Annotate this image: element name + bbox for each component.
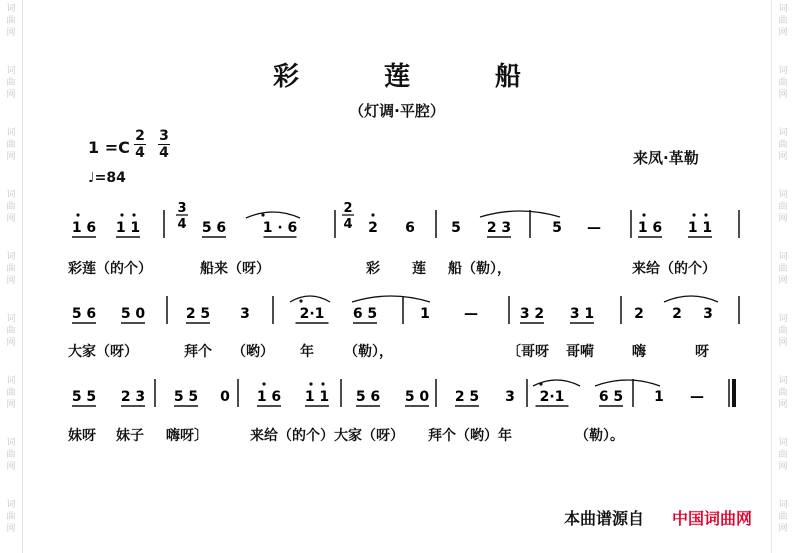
note-group: — bbox=[464, 306, 478, 322]
note-group: 5 5 bbox=[71, 389, 97, 405]
note-group: — bbox=[690, 389, 704, 405]
note-group: 6 5 bbox=[352, 306, 378, 322]
slur-arc bbox=[595, 380, 660, 386]
note-group: 5 6 bbox=[355, 389, 381, 405]
lyric: 大家（呀） bbox=[68, 344, 138, 360]
watermark-char: 网 bbox=[6, 338, 16, 348]
watermark-char: 词 bbox=[6, 66, 16, 76]
watermark-char: 词 bbox=[778, 252, 788, 262]
watermark-char: 网 bbox=[778, 276, 788, 286]
watermark-char: 曲 bbox=[778, 388, 788, 398]
watermark-char: 词 bbox=[6, 314, 16, 324]
octave-dot bbox=[309, 382, 312, 385]
site-brand-link[interactable]: 中国词曲网 bbox=[672, 509, 753, 528]
watermark-char: 曲 bbox=[6, 264, 16, 274]
note-group: 1 1 bbox=[304, 389, 330, 405]
watermark-char: 曲 bbox=[778, 450, 788, 460]
watermark-char: 曲 bbox=[778, 140, 788, 150]
note-group: 3 bbox=[505, 389, 515, 405]
watermark-char: 网 bbox=[6, 462, 16, 472]
lyric: 船（勒）， bbox=[448, 261, 511, 277]
octave-dot bbox=[262, 382, 265, 385]
note-group: 2 bbox=[672, 306, 682, 322]
watermark-char: 网 bbox=[778, 152, 788, 162]
time-signature-numerator: 3 bbox=[177, 201, 187, 216]
watermark-char: 网 bbox=[778, 338, 788, 348]
watermark-char: 词 bbox=[778, 128, 788, 138]
watermark-char: 词 bbox=[6, 438, 16, 448]
octave-dot bbox=[261, 213, 264, 216]
watermark-char: 曲 bbox=[778, 512, 788, 522]
watermark-char: 网 bbox=[778, 400, 788, 410]
lyric: 来给（的个） bbox=[632, 261, 716, 277]
song-title: 彩 莲 船 bbox=[272, 62, 560, 92]
lyric: （勒）， bbox=[344, 344, 393, 360]
lyric: 船来（呀） bbox=[200, 261, 270, 277]
note-group: 5 5 bbox=[173, 389, 199, 405]
watermark-char: 网 bbox=[6, 90, 16, 100]
note-group: 5 6 bbox=[71, 306, 97, 322]
note-group: 2 bbox=[634, 306, 644, 322]
watermark-char: 词 bbox=[778, 314, 788, 324]
song-subtitle: （灯调·平腔） bbox=[349, 102, 445, 120]
watermark-char: 曲 bbox=[6, 450, 16, 460]
watermark-char: 网 bbox=[6, 400, 16, 410]
watermark-char: 曲 bbox=[6, 202, 16, 212]
watermark-char: 词 bbox=[778, 376, 788, 386]
note-group: 1 6 bbox=[71, 220, 97, 236]
note-group: 5 bbox=[552, 220, 562, 236]
time-signature-3-4: 3 4 bbox=[159, 128, 169, 161]
lyric: 嗨呀〕 bbox=[166, 428, 208, 444]
note-group: 3 2 bbox=[519, 306, 545, 322]
note-group: 6 bbox=[405, 220, 415, 236]
watermark-char: 网 bbox=[778, 524, 788, 534]
key-signature: 1 =C bbox=[88, 138, 130, 157]
time-signature-numerator: 2 bbox=[343, 201, 353, 216]
watermark-char: 曲 bbox=[6, 140, 16, 150]
note-group: 2·1 bbox=[299, 306, 325, 322]
watermark-char: 曲 bbox=[778, 78, 788, 88]
lyric: 嗨 bbox=[632, 344, 646, 360]
watermark-char: 曲 bbox=[778, 264, 788, 274]
time-signature-denominator: 4 bbox=[177, 217, 187, 232]
note-group: 2 5 bbox=[454, 389, 480, 405]
watermark-char: 词 bbox=[778, 4, 788, 14]
watermark-char: 曲 bbox=[6, 326, 16, 336]
note-group: 5 bbox=[451, 220, 461, 236]
watermark-char: 词 bbox=[6, 500, 16, 510]
note-group: 1 · 6 bbox=[262, 220, 298, 236]
watermark-char: 曲 bbox=[6, 16, 16, 26]
note-group: 1 1 bbox=[687, 220, 713, 236]
watermark-char: 网 bbox=[6, 152, 16, 162]
slur-arc bbox=[352, 296, 430, 302]
watermark-char: 网 bbox=[6, 276, 16, 286]
slur-arc bbox=[246, 212, 300, 218]
lyric: 彩莲（的个） bbox=[68, 261, 152, 277]
lyric: 拜个（哟）年 bbox=[428, 428, 512, 444]
octave-dot bbox=[321, 382, 324, 385]
composer-credit: 来凤·革勒 bbox=[633, 149, 699, 167]
watermark-char: 词 bbox=[778, 500, 788, 510]
lyric: 妹子 bbox=[116, 428, 144, 444]
lyric: 彩 bbox=[366, 261, 380, 277]
watermark-char: 曲 bbox=[6, 388, 16, 398]
watermark-char: 网 bbox=[778, 90, 788, 100]
watermark-char: 曲 bbox=[778, 16, 788, 26]
time-signature-2-4: 2 4 bbox=[135, 128, 145, 161]
lyric: （勒）。 bbox=[575, 428, 624, 444]
octave-dot bbox=[692, 213, 695, 216]
octave-dot bbox=[642, 213, 645, 216]
octave-dot bbox=[371, 213, 374, 216]
slur-arc bbox=[290, 296, 330, 302]
note-group: 2 3 bbox=[120, 389, 146, 405]
note-group: 1 6 bbox=[637, 220, 663, 236]
note-group: 6 5 bbox=[598, 389, 624, 405]
watermark-char: 词 bbox=[6, 128, 16, 138]
octave-dot bbox=[299, 299, 302, 302]
note-group: 0 bbox=[220, 389, 230, 405]
watermark-char: 词 bbox=[6, 252, 16, 262]
octave-dot bbox=[132, 213, 135, 216]
watermark-char: 词 bbox=[778, 66, 788, 76]
note-group: 2 5 bbox=[185, 306, 211, 322]
octave-dot bbox=[76, 213, 79, 216]
watermark-char: 词 bbox=[778, 190, 788, 200]
note-group: 1 bbox=[420, 306, 430, 322]
note-group: 5 6 bbox=[201, 220, 227, 236]
note-group: 5 0 bbox=[404, 389, 430, 405]
lyric: （哟） bbox=[232, 344, 274, 360]
watermark-char: 网 bbox=[778, 28, 788, 38]
tempo-marking: ♩=84 bbox=[88, 170, 126, 186]
watermark-char: 曲 bbox=[6, 78, 16, 88]
note-group: — bbox=[587, 220, 601, 236]
note-group: 1 1 bbox=[115, 220, 141, 236]
watermark-char: 网 bbox=[6, 28, 16, 38]
lyric: 来给（的个）大家（呀） bbox=[250, 428, 404, 444]
lyric: 呀 bbox=[695, 344, 709, 360]
watermark-char: 词 bbox=[6, 4, 16, 14]
watermark-char: 网 bbox=[6, 214, 16, 224]
watermark-char: 曲 bbox=[6, 512, 16, 522]
note-group: 2 bbox=[368, 220, 378, 236]
time-signature-denominator: 4 bbox=[343, 217, 353, 232]
note-group: 1 bbox=[654, 389, 664, 405]
watermark-char: 词 bbox=[6, 376, 16, 386]
watermark-char: 曲 bbox=[778, 202, 788, 212]
watermark-char: 网 bbox=[778, 214, 788, 224]
note-group: 1 6 bbox=[256, 389, 282, 405]
source-label: 本曲谱源自 bbox=[564, 509, 645, 528]
note-group: 2 3 bbox=[486, 220, 512, 236]
slur-arc bbox=[664, 296, 718, 302]
note-group: 3 1 bbox=[569, 306, 595, 322]
lyric: 〔哥呀 bbox=[507, 344, 549, 360]
watermark-char: 词 bbox=[6, 190, 16, 200]
octave-dot bbox=[704, 213, 707, 216]
watermark-char: 网 bbox=[6, 524, 16, 534]
note-group: 2·1 bbox=[539, 389, 565, 405]
lyric: 莲 bbox=[412, 261, 426, 277]
lyric: 妹呀 bbox=[68, 428, 96, 444]
note-group: 5 0 bbox=[120, 306, 146, 322]
lyric: 哥嗬 bbox=[566, 344, 594, 360]
watermark-char: 曲 bbox=[778, 326, 788, 336]
final-barline-thick bbox=[732, 379, 736, 407]
octave-dot bbox=[120, 213, 123, 216]
lyric: 年 bbox=[300, 344, 314, 360]
note-group: 3 bbox=[240, 306, 250, 322]
note-group: 3 bbox=[703, 306, 713, 322]
lyric: 拜个 bbox=[184, 344, 212, 360]
slur-arc bbox=[480, 211, 560, 217]
watermark-char: 网 bbox=[778, 462, 788, 472]
watermark-char: 词 bbox=[778, 438, 788, 448]
